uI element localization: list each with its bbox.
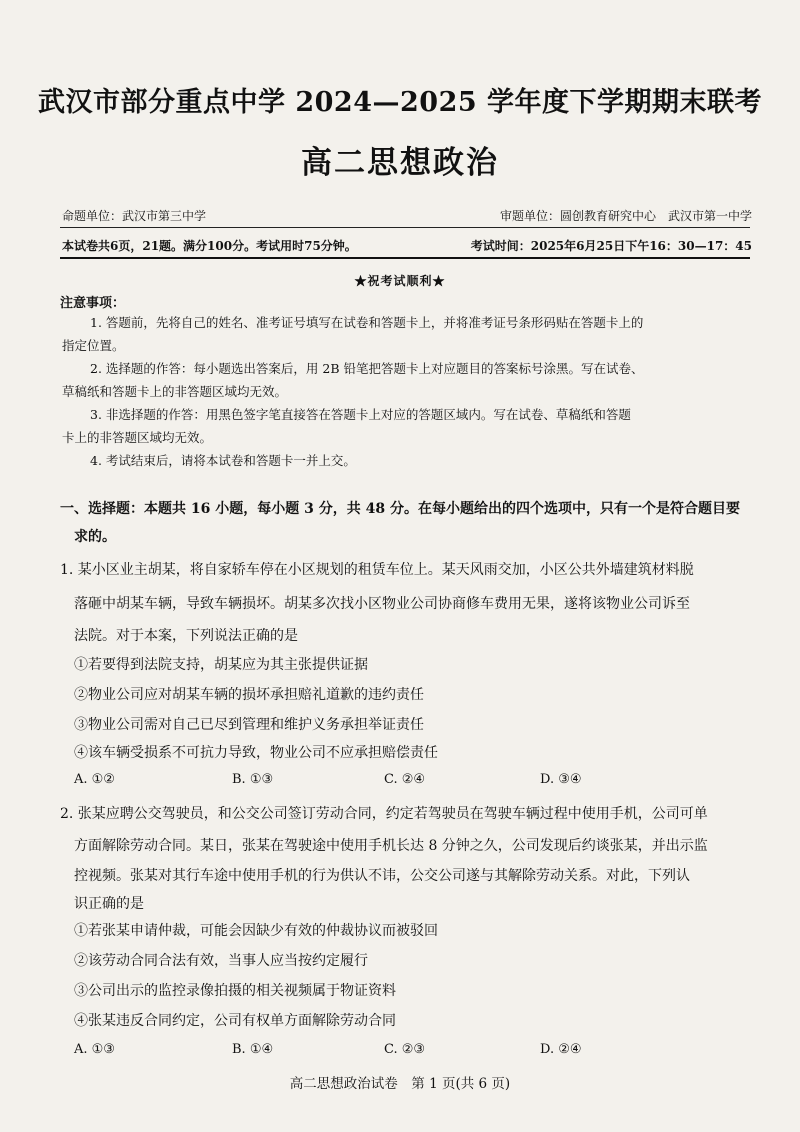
question-1-stem: 法院。对于本案，下列说法正确的是 [74, 628, 298, 644]
reviewer-unit: 审题单位：圆创教育研究中心 武汉市第一中学 [499, 209, 752, 223]
question-1-choice-c: C. ②④ [384, 772, 426, 787]
exam-time: 考试时间：2025年6月25日下午16：30—17：45 [470, 239, 752, 253]
notice-line: 卡上的非答题区域均无效。 [62, 430, 213, 445]
divider-top [60, 227, 750, 228]
question-1-statement: ①若要得到法院支持，胡某应为其主张提供证据 [74, 657, 368, 673]
question-2-statement: ④张某违反合同约定，公司有权单方面解除劳动合同 [74, 1013, 396, 1029]
page-footer: 高二思想政治试卷 第 1 页(共 6 页) [289, 1076, 511, 1092]
notice-line: 指定位置。 [62, 338, 125, 353]
question-1-statement: ②物业公司应对胡某车辆的损坏承担赔礼道歉的违约责任 [74, 687, 424, 703]
question-1-stem: 落砸中胡某车辆，导致车辆损坏。胡某多次找小区物业公司协商修车费用无果，遂将该物业公司诉至 [74, 596, 690, 612]
question-2-statement: ③公司出示的监控录像拍摄的相关视频属于物证资料 [74, 983, 396, 999]
divider-bottom [60, 257, 750, 259]
notice-line: 1. 答题前，先将自己的姓名、准考证号填写在试卷和答题卡上，并将准考证号条形码贴在答题卡上的 [90, 315, 644, 330]
question-1-statement: ④该车辆受损系不可抗力导致，物业公司不应承担赔偿责任 [74, 745, 438, 761]
proposer-unit: 命题单位：武汉市第三中学 [62, 209, 207, 223]
question-2-stem: 方面解除劳动合同。某日，张某在驾驶途中使用手机长达 8 分钟之久，公司发现后约谈张某，并出示监 [74, 838, 708, 854]
notice-line: 3. 非选择题的作答：用黑色签字笔直接答在答题卡上对应的答题区域内。写在试卷、草稿纸和答题 [90, 407, 631, 422]
subject-title: 高二思想政治 [301, 145, 499, 181]
question-2-stem: 控视频。张某对其行车途中使用手机的行为供认不讳，公交公司遂与其解除劳动关系。对此，下列认 [74, 868, 690, 884]
question-1-choice-d: D. ③④ [540, 772, 582, 787]
question-2-choice-b: B. ①④ [232, 1042, 274, 1057]
notice-line: 4. 考试结束后，请将本试卷和答题卡一并上交。 [90, 453, 356, 468]
question-2-choice-d: D. ②④ [540, 1042, 582, 1057]
exam-title: 武汉市部分重点中学 2024—2025 学年度下学期期末联考 [37, 87, 763, 118]
question-2-stem: 2. 张某应聘公交驾驶员，和公交公司签订劳动合同，约定若驾驶员在驾驶车辆过程中使用手机，公司可单 [60, 806, 708, 822]
section-heading-cont: 求的。 [74, 529, 116, 545]
question-1-choice-b: B. ①③ [232, 772, 274, 787]
blessing-line: ★祝考试顺利★ [354, 274, 446, 288]
notice-heading: 注意事项： [60, 296, 126, 311]
question-2-statement: ①若张某申请仲裁，可能会因缺少有效的仲裁协议而被驳回 [74, 923, 438, 939]
question-1-stem: 1. 某小区业主胡某，将自家轿车停在小区规划的租赁车位上。某天风雨交加，小区公共外墙建筑材料脱 [60, 562, 694, 578]
question-1-choice-a: A. ①② [74, 772, 115, 787]
question-2-choice-c: C. ②③ [384, 1042, 426, 1057]
question-1-statement: ③物业公司需对自己已尽到管理和维护义务承担举证责任 [74, 717, 424, 733]
question-2-stem: 识正确的是 [74, 896, 144, 912]
section-heading: 一、选择题：本题共 16 小题，每小题 3 分，共 48 分。在每小题给出的四个选项中，只有一个是符合题目要 [60, 501, 740, 517]
question-2-choice-a: A. ①③ [74, 1042, 115, 1057]
paper-info: 本试卷共6页，21题。满分100分。考试用时75分钟。 [62, 239, 357, 253]
question-2-statement: ②该劳动合同合法有效，当事人应当按约定履行 [74, 953, 368, 969]
notice-line: 草稿纸和答题卡上的非答题区域均无效。 [62, 384, 288, 399]
notice-line: 2. 选择题的作答：每小题选出答案后，用 2B 铅笔把答题卡上对应题目的答案标号涂黑。写在试卷、 [90, 361, 644, 376]
